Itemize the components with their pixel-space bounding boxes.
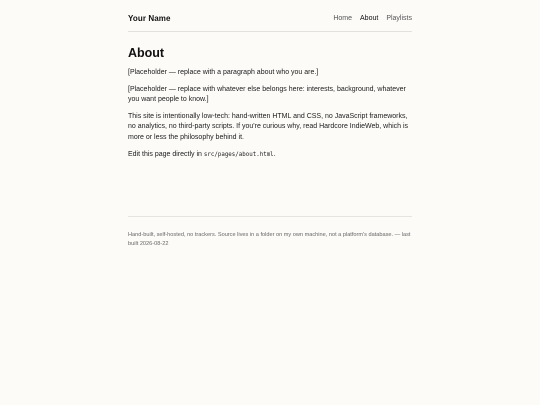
main-nav	[333, 15, 412, 22]
nav-home-link[interactable]: Home	[333, 15, 353, 22]
page-container	[128, 0, 412, 247]
paragraph-philosophy: This site is intentionally low-tech: hand-written HTML and CSS, no JavaScript frameworks, no analytics, no third-party scripts. If you're curious why, read Hardcore IndieWeb, which is more or less the philosophy behind it.	[128, 112, 409, 141]
footer-text: Hand-built, self-hosted, no trackers. Source lives in a folder on my own machine, not a platform's database. — last built 2026-08-22	[128, 232, 411, 247]
nav-playlists-link[interactable]: Playlists	[386, 15, 412, 22]
edit-note-suffix: .	[273, 150, 276, 158]
edit-note-prefix: Edit this page directly in	[128, 150, 204, 158]
footer-divider	[128, 216, 412, 217]
paragraph-edit-note	[128, 150, 412, 161]
edit-note-path: src/pages/about.html	[203, 151, 274, 158]
site-footer	[128, 231, 412, 249]
site-header	[128, 0, 412, 32]
paragraph-about: [Placeholder — replace with a paragraph about who you are.]	[128, 69, 319, 76]
site-title[interactable]: Your Name	[128, 14, 171, 23]
page-content	[128, 68, 412, 166]
nav-about-link[interactable]: About	[360, 15, 379, 22]
page-title: About	[128, 46, 165, 60]
paragraph-other: [Placeholder — replace with whatever else belongs here: interests, background, whatever you want people to know.]	[128, 85, 406, 104]
